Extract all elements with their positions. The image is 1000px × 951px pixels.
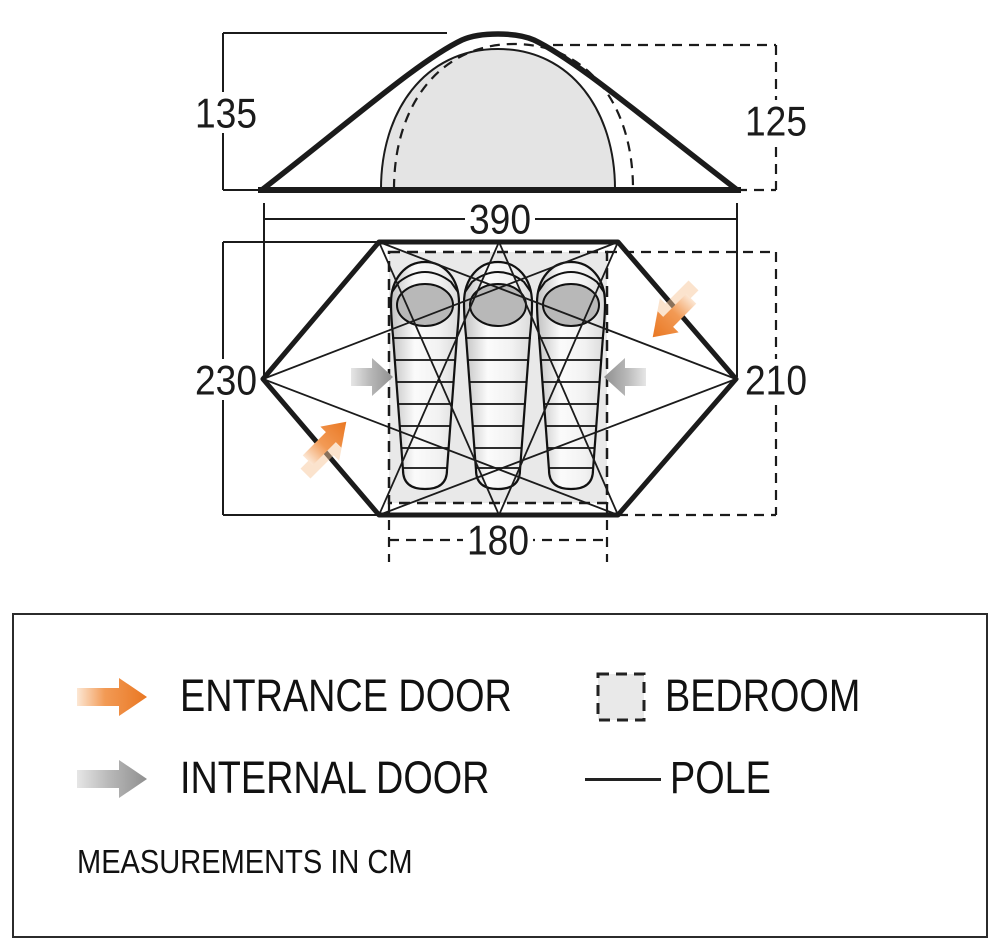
dim-depth-inner: 210: [745, 356, 807, 404]
entrance-door-label: ENTRANCE DOOR: [180, 670, 512, 721]
legend-box: [12, 613, 988, 938]
dim-height-inner: 125: [745, 97, 807, 145]
bedroom-label: BEDROOM: [665, 670, 861, 721]
floorplan-view: [192, 242, 809, 564]
measurements-note: MEASUREMENTS IN CM: [77, 843, 413, 880]
sleeping-bag: [391, 262, 459, 489]
dim-height-outer: 135: [195, 89, 257, 137]
pole-icon: [585, 778, 661, 781]
entrance-door-icon: [72, 675, 152, 719]
sleeping-bags: [391, 262, 605, 489]
pole-label: POLE: [670, 752, 771, 803]
dim-depth-outer: 230: [195, 356, 257, 404]
dim-width: 390: [469, 195, 531, 243]
internal-door-label: INTERNAL DOOR: [180, 752, 490, 803]
bedroom-icon: [595, 671, 647, 723]
dim-bedroom-width: 180: [467, 516, 529, 564]
internal-door-icon: [72, 757, 152, 801]
